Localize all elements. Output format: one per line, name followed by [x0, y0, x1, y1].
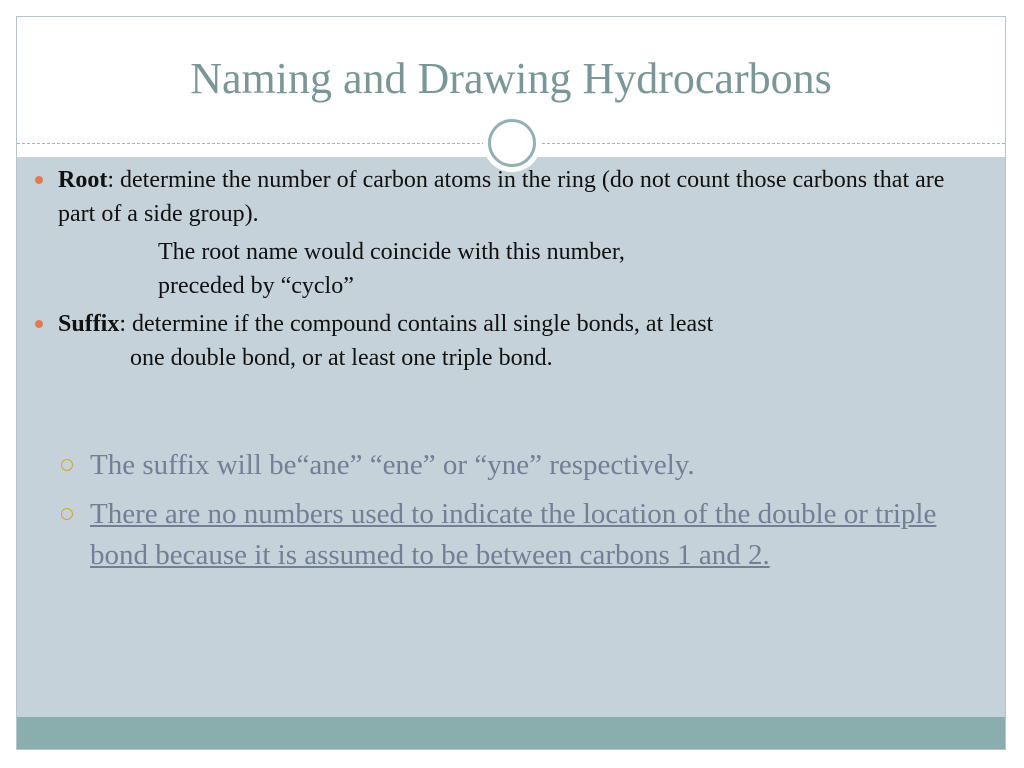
footer-bar [17, 717, 1005, 750]
bullet-indent-paragraph [58, 235, 970, 303]
slide-title: Naming and Drawing Hydrocarbons [190, 54, 832, 103]
indent-line: The root name would coincide with this number, [158, 239, 625, 265]
sub-bullet-item [58, 494, 978, 576]
bullet-term: Suffix [58, 311, 120, 337]
divider-circle-icon [488, 119, 536, 167]
bullet-continuation: one double bond, or at least one triple bond. [130, 345, 553, 371]
bullet-root [30, 163, 970, 303]
sub-bullet-list [58, 445, 978, 584]
bullet-dot-icon [35, 176, 43, 184]
ring-bullet-icon [61, 508, 73, 520]
bullet-suffix [30, 307, 970, 375]
indent-line: preceded by “cyclo” [158, 273, 354, 299]
bullet-text: : determine if the compound contains all single bonds, at least [119, 311, 714, 337]
sub-bullet-text: There are no numbers used to indicate the location of the double or triple bond because it is assumed to be between carbons 1 and 2. [90, 498, 937, 571]
bullet-term: Root [58, 167, 108, 193]
bullet-dot-icon [35, 320, 43, 328]
ring-bullet-icon [61, 459, 73, 471]
main-bullet-list [30, 163, 970, 375]
slide [16, 16, 1006, 750]
bullet-text: : determine the number of carbon atoms in the ring (do not count those carbons that are part of a side group). [58, 167, 945, 227]
sub-bullet-item [58, 445, 978, 486]
sub-bullet-text: The suffix will be“ane” “ene” or “yne” respectively. [90, 449, 695, 481]
